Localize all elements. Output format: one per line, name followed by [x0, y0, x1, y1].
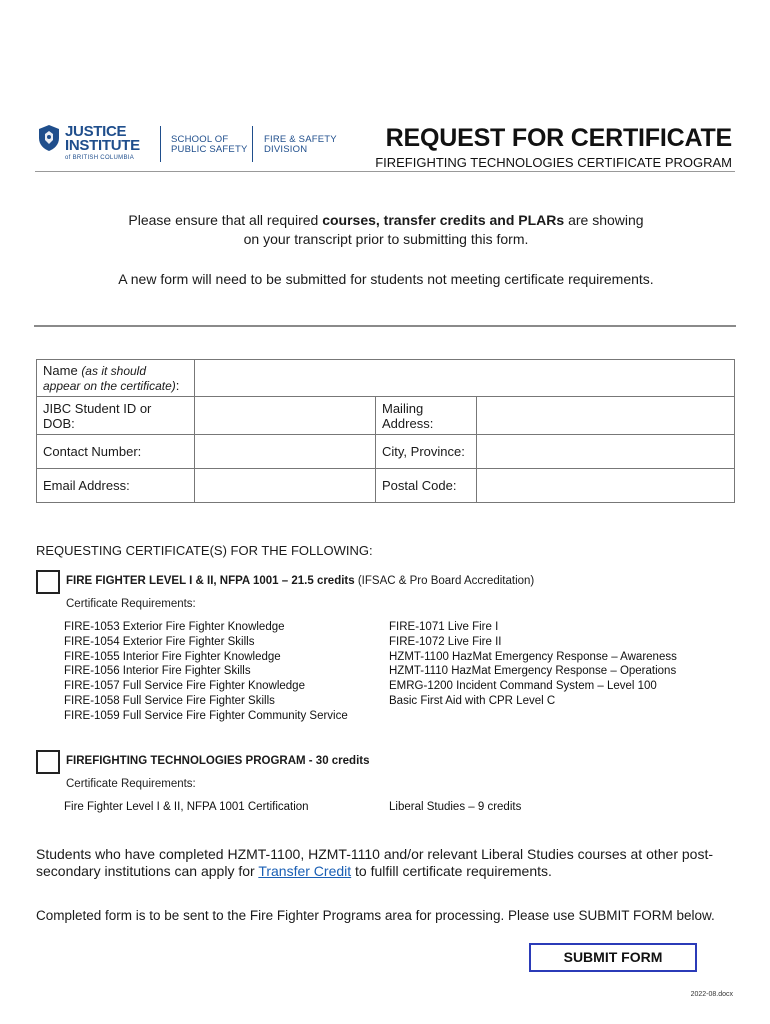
requesting-heading: REQUESTING CERTIFICATE(S) FOR THE FOLLOWING: [36, 543, 373, 558]
header-divider [35, 171, 735, 172]
name-field[interactable] [195, 360, 735, 397]
name-label: Name (as it should appear on the certificate): [37, 360, 195, 397]
list-item: FIRE-1055 Interior Fire Fighter Knowledge [64, 650, 281, 663]
mailing-address-field[interactable] [477, 397, 735, 435]
intro-line-1: Please ensure that all required courses, transfer credits and PLARs are showing [128, 212, 644, 228]
student-id-field[interactable] [195, 397, 376, 435]
program2-requirements-label: Certificate Requirements: [66, 778, 196, 790]
document-version: 2022-08.docx [690, 991, 733, 998]
list-item: FIRE-1054 Exterior Fire Fighter Skills [64, 635, 255, 648]
list-item: FIRE-1053 Exterior Fire Fighter Knowledge [64, 621, 285, 633]
transfer-credit-note: Students who have completed HZMT-1100, HZMT-1110 and/or relevant Liberal Studies courses at other post- secondary institutions can apply for Transfer Credit to fulfill certificate requirements. [36, 846, 714, 879]
city-province-label: City, Province: [376, 435, 477, 469]
postal-code-field[interactable] [477, 469, 735, 503]
jibc-subtitle: of BRITISH COLUMBIA [65, 155, 135, 161]
school-of-public-safety: SCHOOL OF PUBLIC SAFETY [171, 134, 248, 155]
jibc-logo [38, 124, 338, 168]
page-title: REQUEST FOR CERTIFICATE [385, 124, 732, 152]
logo-divider [160, 126, 161, 162]
program1-courses-col2 [389, 620, 677, 709]
transfer-credit-link[interactable]: Transfer Credit [258, 863, 352, 879]
student-info-table [36, 359, 735, 503]
program2-requirement-1: Fire Fighter Level I & II, NFPA 1001 Certification [64, 801, 309, 813]
list-item: FIRE-1057 Full Service Fire Fighter Knowledge [64, 680, 305, 693]
list-item: FIRE-1058 Full Service Fire Fighter Skills [64, 694, 275, 707]
city-province-field[interactable] [477, 435, 735, 469]
list-item: FIRE-1056 Interior Fire Fighter Skills [64, 665, 251, 678]
program1-requirements-label: Certificate Requirements: [66, 598, 196, 610]
intro-line-3: A new form will need to be submitted for students not meeting certificate requirements. [118, 271, 654, 287]
list-item: EMRG-1200 Incident Command System – Level 100 [389, 680, 657, 693]
list-item: FIRE-1072 Live Fire II [389, 635, 502, 648]
email-label: Email Address: [37, 469, 195, 503]
mailing-address-label: Mailing Address: [376, 397, 477, 435]
contact-number-field[interactable] [195, 435, 376, 469]
list-item: FIRE-1059 Full Service Fire Fighter Community Service [64, 709, 348, 722]
shield-icon [38, 124, 60, 152]
logo-divider-2 [252, 126, 253, 162]
program2-title: FIREFIGHTING TECHNOLOGIES PROGRAM - 30 credits [66, 755, 370, 767]
list-item: FIRE-1071 Live Fire I [389, 621, 499, 633]
section-divider [34, 325, 736, 327]
postal-code-label: Postal Code: [376, 469, 477, 503]
list-item: HZMT-1100 HazMat Emergency Response – Awareness [389, 650, 677, 663]
program1-courses-col1 [64, 620, 348, 724]
submit-form-button[interactable]: SUBMIT FORM [529, 943, 697, 972]
page-subtitle: FIREFIGHTING TECHNOLOGIES CERTIFICATE PROGRAM [375, 155, 732, 170]
fire-fighter-level-checkbox[interactable] [36, 570, 60, 594]
intro-line-2: on your transcript prior to submitting this form. [243, 231, 529, 247]
jibc-wordmark: JUSTICE INSTITUTE [65, 123, 140, 154]
email-field[interactable] [195, 469, 376, 503]
list-item: HZMT-1110 HazMat Emergency Response – Operations [389, 665, 677, 678]
student-id-label: JIBC Student ID or DOB: [37, 397, 195, 435]
firefighting-technologies-checkbox[interactable] [36, 750, 60, 774]
fire-safety-division: FIRE & SAFETY DIVISION [264, 134, 337, 155]
program2-requirement-2: Liberal Studies – 9 credits [389, 801, 522, 813]
program1-title: FIRE FIGHTER LEVEL I & II, NFPA 1001 – 21.5 credits (IFSAC & Pro Board Accreditation) [66, 575, 535, 587]
completed-form-note: Completed form is to be sent to the Fire Fighter Programs area for processing. Please use SUBMIT FORM below. [36, 908, 715, 923]
contact-number-label: Contact Number: [37, 435, 195, 469]
list-item: Basic First Aid with CPR Level C [389, 694, 556, 707]
